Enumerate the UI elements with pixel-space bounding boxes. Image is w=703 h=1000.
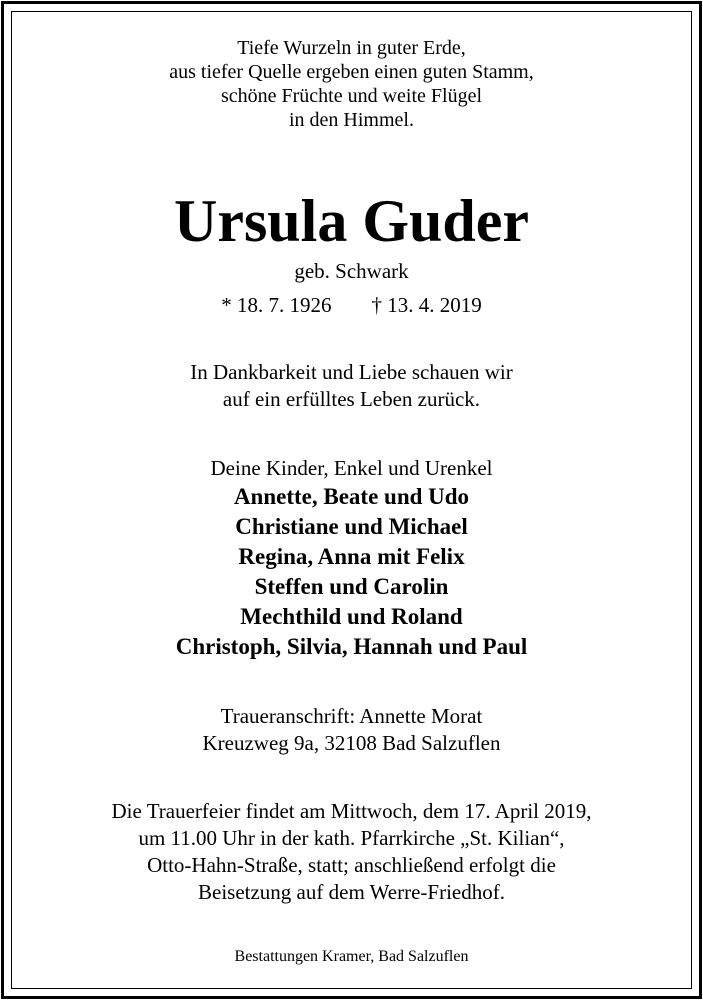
funeral-home: Bestattungen Kramer, Bad Salzuflen <box>234 948 469 965</box>
ceremony-info <box>4 798 699 906</box>
address-line: Traueranschrift: Annette Morat <box>220 704 483 728</box>
birth-date: * 18. 7. 1926 <box>221 293 332 317</box>
family-name-line: Steffen und Carolin <box>254 574 449 599</box>
family-name-line: Regina, Anna mit Felix <box>238 544 465 569</box>
family-name-line: Mechthild und Roland <box>240 604 463 629</box>
motto-verse <box>4 36 699 132</box>
ceremony-line: Otto-Hahn-Straße, statt; anschließend erfolgt die <box>147 853 556 877</box>
obituary-frame <box>1 1 702 999</box>
gratitude-line: auf ein erfülltes Leben zurück. <box>222 387 481 411</box>
mourning-address <box>4 703 699 757</box>
family-name-line: Annette, Beate und Udo <box>233 484 470 509</box>
death-date: † 13. 4. 2019 <box>371 293 482 317</box>
deceased-name: Ursula Guder <box>173 188 530 254</box>
ceremony-line: Die Trauerfeier findet am Mittwoch, dem 17. April 2019, <box>111 799 592 823</box>
ceremony-line: um 11.00 Uhr in der kath. Pfarrkirche „St. Kilian“, <box>138 826 565 850</box>
motto-line: Tiefe Wurzeln in guter Erde, <box>237 37 466 59</box>
address-line: Kreuzweg 9a, 32108 Bad Salzuflen <box>202 731 501 755</box>
maiden-name: geb. Schwark <box>294 259 409 283</box>
gratitude-text <box>4 359 699 413</box>
family-intro: Deine Kinder, Enkel und Urenkel <box>210 456 493 480</box>
motto-line: in den Himmel. <box>289 109 414 131</box>
motto-line: schöne Früchte und weite Flügel <box>220 85 483 107</box>
life-dates <box>4 292 699 318</box>
family-name-line: Christoph, Silvia, Hannah und Paul <box>175 634 528 659</box>
gratitude-line: In Dankbarkeit und Liebe schauen wir <box>190 360 513 384</box>
family-names <box>4 482 699 662</box>
family-name-line: Christiane und Michael <box>235 514 468 539</box>
motto-line: aus tiefer Quelle ergeben einen guten Stamm, <box>169 61 534 83</box>
ceremony-line: Beisetzung auf dem Werre-Friedhof. <box>198 880 505 904</box>
